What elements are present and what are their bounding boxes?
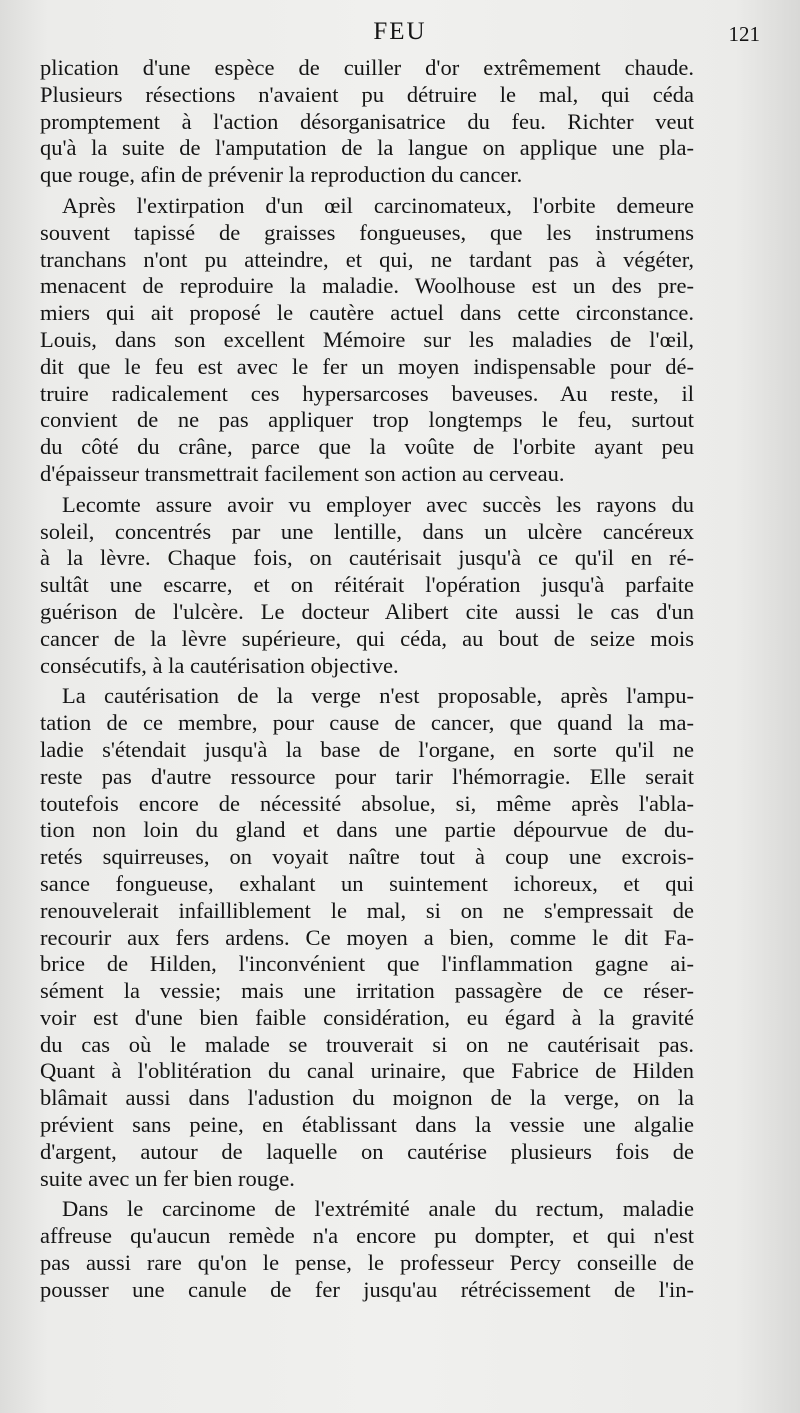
page-number: 121 <box>728 22 760 46</box>
text-line: tation de ce membre, pour cause de cancer, que quand la ma- <box>40 710 694 736</box>
text-line: affreuse qu'aucun remède n'a encore pu dompter, et qui n'est <box>40 1223 694 1249</box>
text-line: d'épaisseur transmettrait facilement son action au cerveau. <box>40 460 565 486</box>
text-line: tranchans n'ont pu atteindre, et qui, ne tardant pas à végéter, <box>40 246 694 272</box>
text-line: suite avec un fer bien rouge. <box>40 1165 295 1191</box>
text-line: guérison de l'ulcère. Le docteur Alibert cite aussi le cas d'un <box>40 598 694 624</box>
text-line: truire radicalement ces hypersarcoses baveuses. Au reste, il <box>40 380 694 406</box>
text-line: qu'à la suite de l'amputation de la langue on applique une pla- <box>40 135 694 161</box>
text-line: plication d'une espèce de cuiller d'or extrêmement chaude. <box>40 55 694 80</box>
paragraph <box>40 193 694 488</box>
text-line: du cas où le malade se trouverait si on ne cautérisait pas. <box>40 1031 694 1057</box>
text-line: blâmait aussi dans l'adustion du moignon de la verge, on la <box>40 1085 694 1111</box>
text-line: du côté du crâne, parce que la voûte de l'orbite ayant peu <box>40 434 694 460</box>
text-line: Plusieurs résections n'avaient pu détruire le mal, qui céda <box>40 81 694 107</box>
text-line: pousser une canule de fer jusqu'au rétrécissement de l'in- <box>40 1276 694 1302</box>
text-line: renouvelerait infailliblement le mal, si on ne s'empressait de <box>40 897 694 923</box>
text-line: tion non loin du gland et dans une partie dépourvue de du- <box>40 817 694 843</box>
paragraph <box>40 492 694 680</box>
paragraph <box>40 1196 694 1303</box>
running-head: FEU <box>373 18 427 45</box>
text-line: Dans le carcinome de l'extrémité anale du rectum, maladie <box>62 1196 694 1222</box>
text-line: Louis, dans son excellent Mémoire sur les maladies de l'œil, <box>40 326 694 352</box>
text-body <box>40 55 694 1308</box>
text-line: brice de Hilden, l'inconvénient que l'inflammation gagne ai- <box>40 951 694 977</box>
text-line: Quant à l'oblitération du canal urinaire, que Fabrice de Hilden <box>40 1058 694 1084</box>
text-line: soleil, concentrés par une lentille, dans un ulcère cancéreux <box>40 518 694 544</box>
text-line: toutefois encore de nécessité absolue, si, même après l'abla- <box>40 790 694 816</box>
paragraph <box>40 683 694 1192</box>
text-line: convient de ne pas appliquer trop longtemps le feu, surtout <box>40 407 694 433</box>
text-line: d'argent, autour de laquelle on cautérise plusieurs fois de <box>40 1138 694 1164</box>
text-line: recourir aux fers ardens. Ce moyen a bien, comme le dit Fa- <box>40 924 694 950</box>
text-line: prévient sans peine, en établissant dans la vessie une algalie <box>40 1112 694 1138</box>
paragraph <box>40 55 694 189</box>
text-line: souvent tapissé de graisses fongueuses, que les instrumens <box>40 219 694 245</box>
text-line: que rouge, afin de prévenir la reproduction du cancer. <box>40 162 523 188</box>
text-line: ladie s'étendait jusqu'à la base de l'organe, en sorte qu'il ne <box>40 736 694 762</box>
text-line: cancer de la lèvre supérieure, qui céda, au bout de seize mois <box>40 625 694 651</box>
text-line: sance fongueuse, exhalant un suintement ichoreux, et qui <box>40 870 694 896</box>
text-line: miers qui ait proposé le cautère actuel dans cette circonstance. <box>40 300 694 326</box>
text-line: menacent de reproduire la maladie. Woolhouse est un des pre- <box>40 273 694 299</box>
text-line: retés squirreuses, on voyait naître tout à coup une excrois- <box>40 844 694 870</box>
text-line: à la lèvre. Chaque fois, on cautérisait jusqu'à ce qu'il en ré- <box>40 545 694 571</box>
text-line: dit que le feu est avec le fer un moyen indispensable pour dé- <box>40 353 694 379</box>
text-line: pas aussi rare qu'on le pense, le professeur Percy conseille de <box>40 1250 694 1276</box>
text-line: La cautérisation de la verge n'est proposable, après l'ampu- <box>62 683 694 709</box>
text-line: Après l'extirpation d'un œil carcinomateux, l'orbite demeure <box>62 192 694 218</box>
text-line: voir est d'une bien faible considération, eu égard à la gravité <box>40 1004 694 1030</box>
text-line: promptement à l'action désorganisatrice du feu. Richter veut <box>40 108 694 134</box>
text-line: Lecomte assure avoir vu employer avec succès les rayons du <box>62 491 694 517</box>
text-line: sément la vessie; mais une irritation passagère de ce réser- <box>40 978 694 1004</box>
text-line: reste pas d'autre ressource pour tarir l'hémorragie. Elle serait <box>40 763 694 789</box>
text-line: consécutifs, à la cautérisation objective. <box>40 652 399 678</box>
page-header <box>40 18 760 48</box>
text-line: sultât une escarre, et on réitérait l'opération jusqu'à parfaite <box>40 572 694 598</box>
